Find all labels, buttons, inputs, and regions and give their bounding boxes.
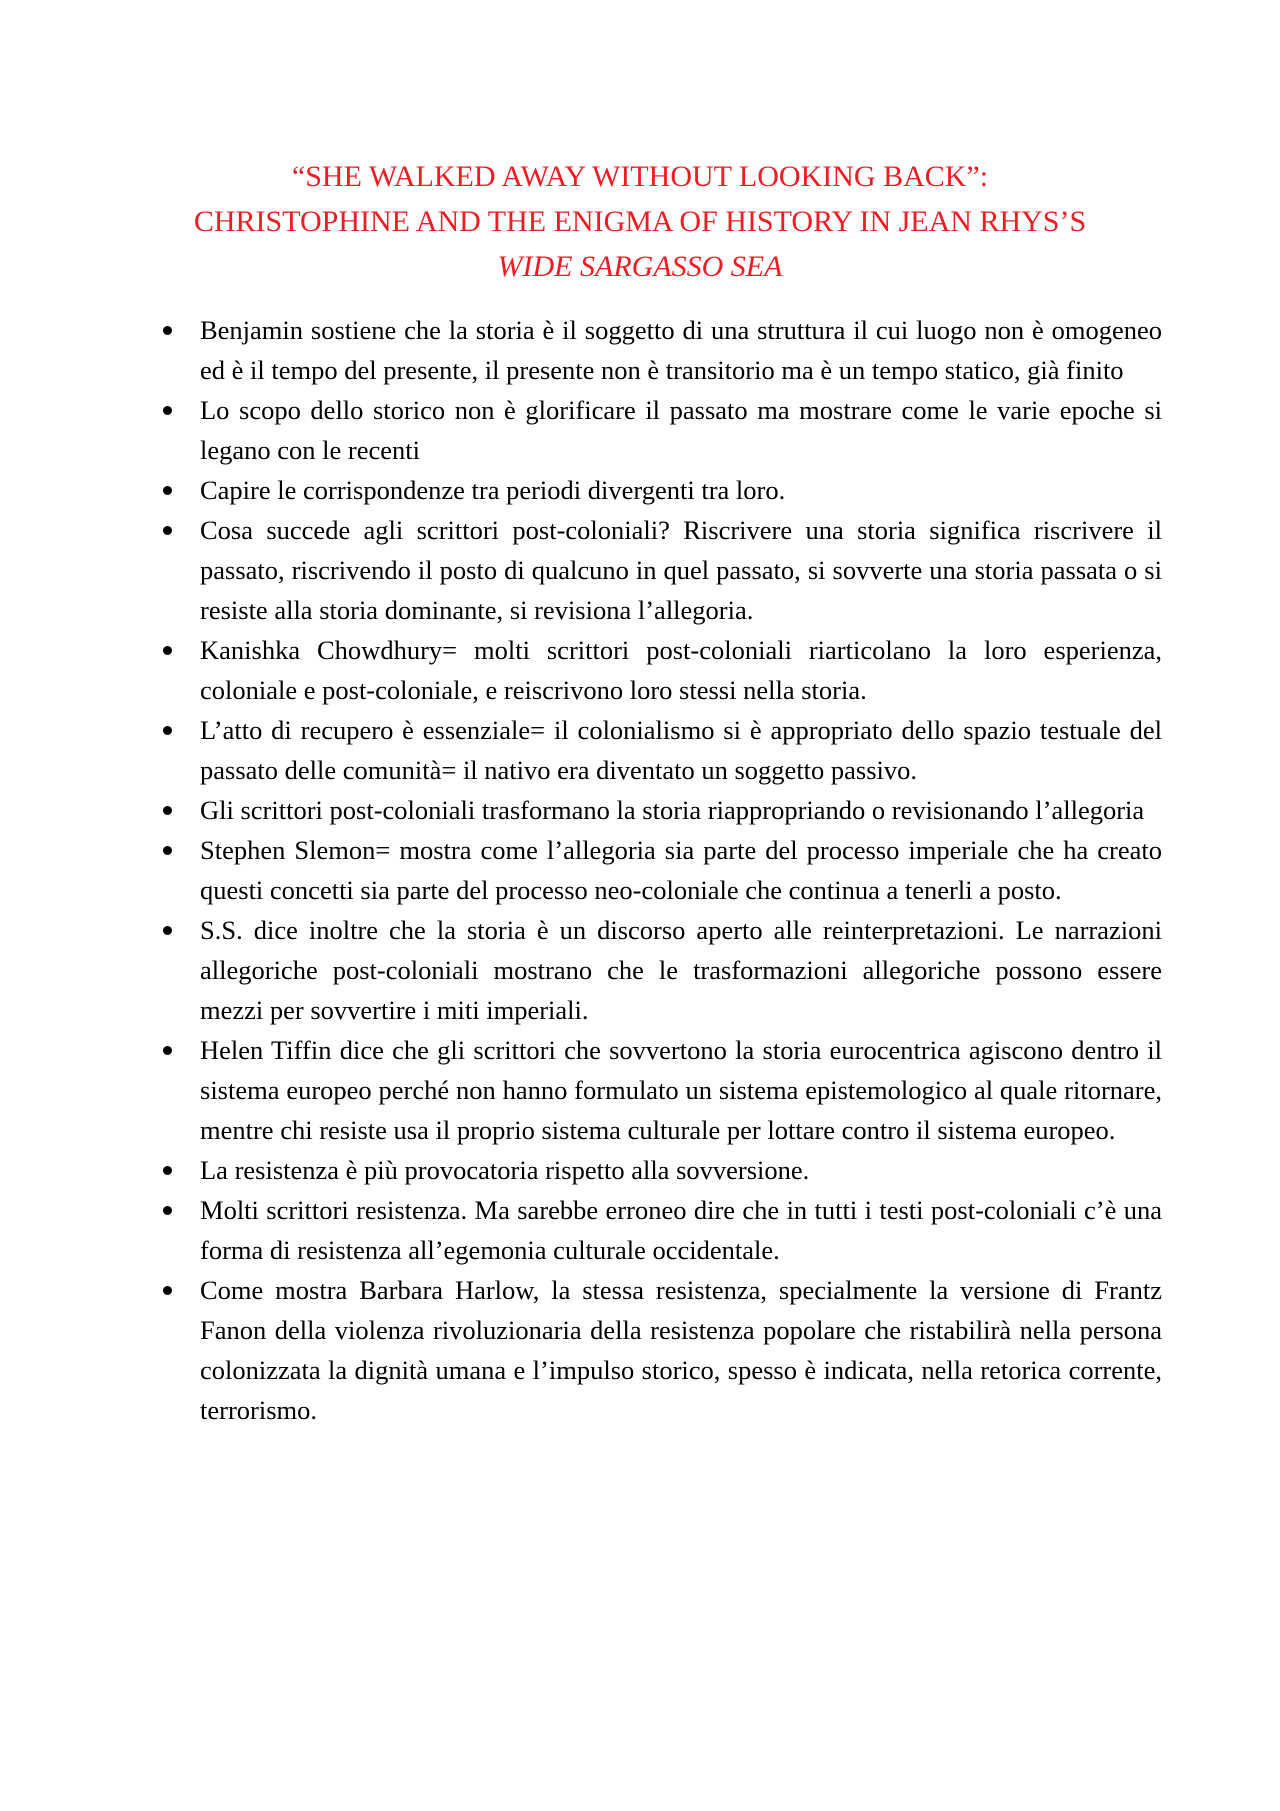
bullet-icon [163, 646, 172, 655]
bullet-icon [163, 846, 172, 855]
list-item-text: Lo scopo dello storico non è glorificare il passato ma mostrare come le varie epoche si legano con le recenti [200, 395, 1162, 465]
list-item-text: Stephen Slemon= mostra come l’allegoria sia parte del processo imperiale che ha creato questi concetti sia parte del processo neo-coloniale che continua a tenerli a posto. [200, 835, 1162, 905]
bullet-icon [163, 1206, 172, 1215]
list-item [200, 910, 1162, 1030]
list-item [200, 630, 1162, 710]
list-item [200, 470, 1162, 510]
title-line-2: CHRISTOPHINE AND THE ENIGMA OF HISTORY IN JEAN RHYS’S [193, 205, 1087, 238]
title-line-3-book-title: WIDE SARGASSO SEA [497, 250, 783, 283]
list-item-text: Helen Tiffin dice che gli scrittori che sovvertono la storia eurocentrica agiscono dentro il sistema europeo perché non hanno formulato un sistema epistemologico al quale ritornare, mentre chi resiste usa il proprio sistema culturale per lottare contro il sistema europeo. [200, 1035, 1162, 1145]
list-item-text: La resistenza è più provocatoria rispetto alla sovversione. [200, 1155, 810, 1185]
bullet-icon [163, 1286, 172, 1295]
bullet-list [200, 310, 1162, 1430]
bullet-icon [163, 486, 172, 495]
bullet-icon [163, 726, 172, 735]
list-item-text: L’atto di recupero è essenziale= il colonialismo si è appropriato dello spazio testuale del passato delle comunità= il nativo era diventato un soggetto passivo. [200, 715, 1162, 785]
list-item [200, 710, 1162, 790]
list-item [200, 510, 1162, 630]
list-item-text: Cosa succede agli scrittori post-coloniali? Riscrivere una storia significa riscrivere il passato, riscrivendo il posto di qualcuno in quel passato, si sovverte una storia passata o si resiste alla storia dominante, si revisiona l’allegoria. [200, 515, 1162, 625]
list-item [200, 1190, 1162, 1270]
list-item-text: Come mostra Barbara Harlow, la stessa resistenza, specialmente la versione di Frantz Fanon della violenza rivoluzionaria della resistenza popolare che ristabilirà nella persona colonizzata la dignità umana e l’impulso storico, spesso è indicata, nella retorica corrente, terrorismo. [200, 1275, 1162, 1425]
list-item [200, 1030, 1162, 1150]
title-line-1: “SHE WALKED AWAY WITHOUT LOOKING BACK”: [291, 160, 989, 193]
list-item-text: Gli scrittori post-coloniali trasformano la storia riappropriando o revisionando l’allegoria [200, 795, 1145, 825]
list-item [200, 310, 1162, 390]
bullet-icon [163, 1046, 172, 1055]
bullet-icon [163, 1166, 172, 1175]
list-item-text: Benjamin sostiene che la storia è il soggetto di una struttura il cui luogo non è omogeneo ed è il tempo del presente, il presente non è transitorio ma è un tempo statico, già finito [200, 315, 1162, 385]
list-item-text: Kanishka Chowdhury= molti scrittori post-coloniali riarticolano la loro esperienza, coloniale e post-coloniale, e reiscrivono loro stessi nella storia. [200, 635, 1162, 705]
list-item [200, 390, 1162, 470]
bullet-icon [163, 526, 172, 535]
bullet-icon [163, 806, 172, 815]
bullet-icon [163, 926, 172, 935]
bullet-icon [163, 406, 172, 415]
list-item [200, 790, 1162, 830]
list-item-text: Molti scrittori resistenza. Ma sarebbe erroneo dire che in tutti i testi post-coloniali c’è una forma di resistenza all’egemonia culturale occidentale. [200, 1195, 1162, 1265]
list-item-text: S.S. dice inoltre che la storia è un discorso aperto alle reinterpretazioni. Le narrazioni allegoriche post-coloniali mostrano che le trasformazioni allegoriche possono essere mezzi per sovvertire i miti imperiali. [200, 915, 1162, 1025]
document-title [120, 154, 1160, 289]
list-item-text: Capire le corrispondenze tra periodi divergenti tra loro. [200, 475, 786, 505]
list-item [200, 830, 1162, 910]
bullet-icon [163, 326, 172, 335]
list-item [200, 1270, 1162, 1430]
list-item [200, 1150, 1162, 1190]
